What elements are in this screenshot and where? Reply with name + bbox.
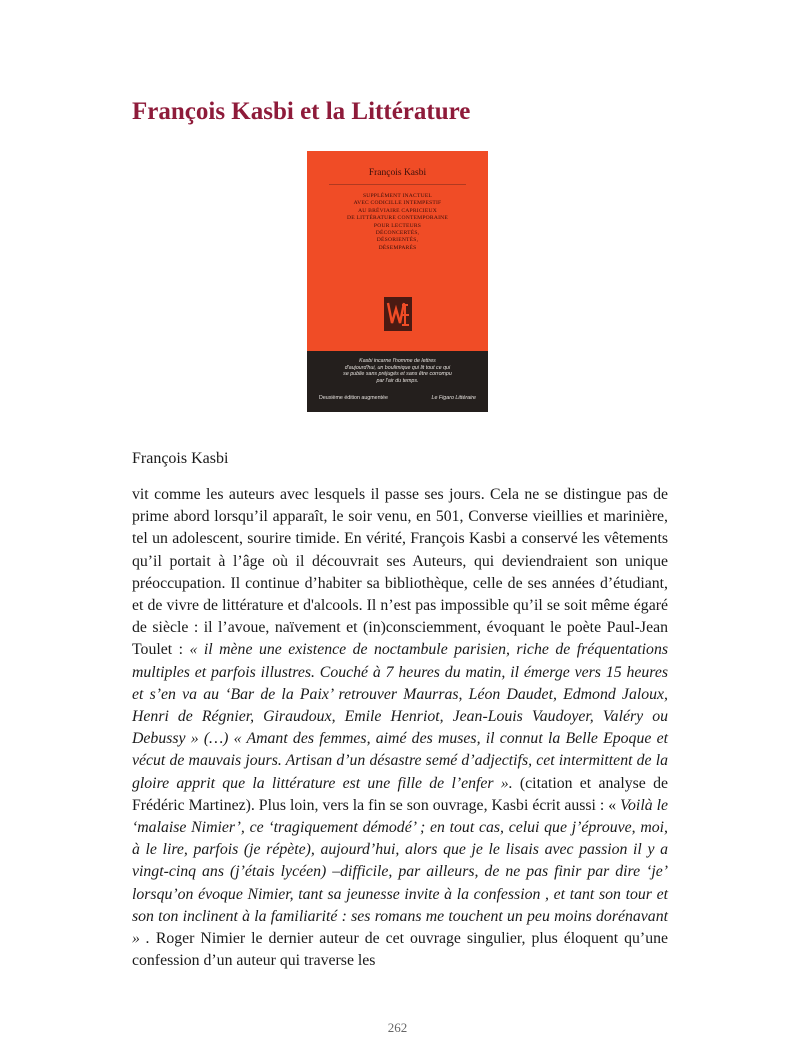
cover-subtitle-line: DÉSEMPARÉS: [378, 244, 417, 251]
cover-subtitle-line: DÉSORIENTÉS,: [376, 237, 419, 244]
cover-subtitle-line: AVEC CODICILLE INTEMPESTIF: [353, 200, 442, 207]
cover-front-panel: [307, 151, 488, 351]
cover-source: Le Figaro Littéraire: [431, 395, 476, 401]
body-text: vit comme les auteurs avec lesquels il passe ses jours. Cela ne se distingue pas de prime abord lorsqu’il apparaît, le soir venu, en 501, Converse vieillies et marinière, tel un adolescent, sourire timide. En vérité, François Kasbi a conservé les vêtements qu’il portait à l’âge où il découvrait ses Auteurs, qui deviendraient son unique préoccupation. Il continue d’habiter sa bibliothèque, celle de ses années d’étudiant, et de vivre de littérature et d'alcools. Il n’est pas impossible qu’il se soit même égaré de siècle : il l’avoue, naïvement et (in)consciemment, évoquant le poète Paul-Jean Toulet :: [132, 486, 668, 659]
cover-subtitle-line: POUR LECTEURS: [373, 222, 422, 229]
cover-subtitle-line: DÉCONCERTÉS,: [375, 230, 420, 237]
cover-blurb-line: se publie sans préjugés et sans être corrompu: [343, 371, 452, 378]
body-quote: « il mène une existence de noctambule parisien, riche de fréquentations multiples et parfois illustres. Couché à 7 heures du matin, il émerge vers 15 heures et s’en va au ‘Bar de la Paix’ retrouver Maurras, Léon Daudet, Edmond Jaloux, Henri de Régnier, Giraudoux, Emile Henriot, Jean-Louis Vaudoyer, Valéry ou Debussy » (…) « Amant des femmes, aimé des muses, il connut la Belle Epoque et vécut de mauvais jours. Artisan d’un désastre semé d’adjectifs, cet intermittent de la gloire apprit que la littérature est une fille de l’enfer ».: [132, 641, 668, 792]
cover-subtitle-line: AU BRÉVIAIRE CAPRICIEUX: [358, 207, 437, 214]
cover-blurb-line: d'aujourd'hui, un boulimique qui lit tout ce qui: [344, 364, 451, 371]
cover-blurb-line: par l'air du temps.: [376, 377, 419, 384]
body-paragraph: [132, 484, 668, 972]
page-number: 262: [387, 1020, 408, 1035]
image-caption: François Kasbi: [132, 450, 229, 467]
cover-blurb: [315, 358, 480, 384]
cover-back-band: [307, 351, 488, 412]
book-cover: [307, 151, 488, 412]
cover-subtitle-line: SUPPLÉMENT INACTUEL: [362, 193, 433, 199]
body-text: (citation et analyse de Frédéric Martinez). Plus loin, vers la fin se son ouvrage, Kasbi écrit aussi : «: [132, 774, 668, 814]
cover-author: François Kasbi: [368, 168, 427, 178]
body-quote: Voilà le ‘malaise Nimier’, ce ‘tragiquement démodé’ ; en tout cas, celui que j’éprouve, moi, à le lire, parfois (je répète), aujourd’hui, alors que je le lisais avec passion il y a vingt-cinq ans (j’étais lycéen) –difficile, par ailleurs, de ne pas finir par dire ‘je’ lorsqu’on évoque Nimier, tant sa jeunesse invite à la confession , et tant son tour et son ton inclinent à la familiarité : ses romans me touchent un peu moins dorénavant » .: [132, 796, 668, 948]
publisher-logo-icon: [384, 297, 412, 331]
cover-divider: [329, 184, 466, 185]
cover-blurb-line: Kasbi incarne l'homme de lettres: [359, 358, 436, 364]
cover-subtitle-line: DE LITTÉRATURE CONTEMPORAINE: [347, 215, 448, 222]
body-text: Roger Nimier le dernier auteur de cet ouvrage singulier, plus éloquent qu’une confession d’un auteur qui traverse les: [132, 930, 669, 970]
page-title: François Kasbi et la Littérature: [132, 98, 471, 125]
cover-edition: Deuxième édition augmentée: [319, 395, 388, 401]
cover-subtitle: [317, 193, 478, 252]
